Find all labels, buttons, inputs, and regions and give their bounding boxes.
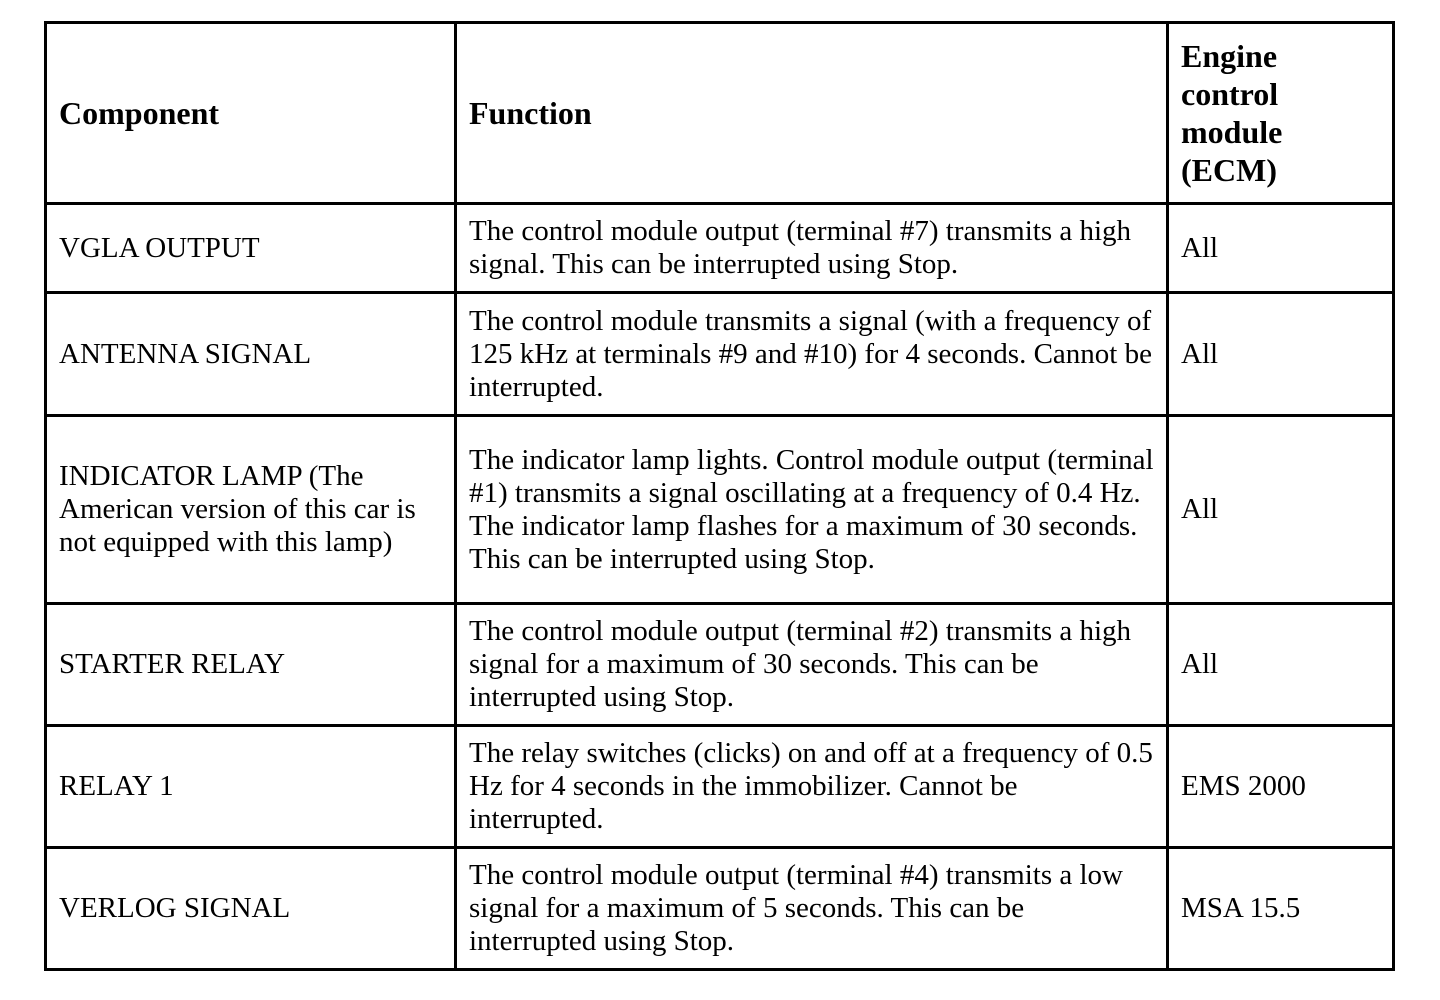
cell-component: STARTER RELAY — [46, 604, 456, 726]
table-row — [46, 204, 1394, 293]
table-body — [46, 204, 1394, 970]
component-function-table — [44, 21, 1395, 971]
table-row — [46, 416, 1394, 604]
cell-ecm: MSA 15.5 — [1168, 848, 1394, 970]
cell-function: The control module transmits a signal (with a frequency of 125 kHz at terminals #9 and #10) for 4 seconds. Cannot be interrupted. — [456, 293, 1168, 416]
header-function: Function — [456, 23, 1168, 204]
cell-function: The relay switches (clicks) on and off at a frequency of 0.5 Hz for 4 seconds in the immobilizer. Cannot be interrupted. — [456, 726, 1168, 848]
cell-ecm: All — [1168, 416, 1394, 604]
table-row — [46, 293, 1394, 416]
table-row — [46, 848, 1394, 970]
cell-ecm: All — [1168, 293, 1394, 416]
cell-component: VERLOG SIGNAL — [46, 848, 456, 970]
table-row — [46, 604, 1394, 726]
cell-ecm: All — [1168, 204, 1394, 293]
header-row — [46, 23, 1394, 204]
cell-function: The control module output (terminal #4) transmits a low signal for a maximum of 5 seconds. This can be interrupted using Stop. — [456, 848, 1168, 970]
cell-ecm: All — [1168, 604, 1394, 726]
header-component: Component — [46, 23, 456, 204]
cell-function: The control module output (terminal #7) transmits a high signal. This can be interrupted using Stop. — [456, 204, 1168, 293]
cell-ecm: EMS 2000 — [1168, 726, 1394, 848]
cell-function: The indicator lamp lights. Control module output (terminal #1) transmits a signal oscillating at a frequency of 0.4 Hz. The indicator lamp flashes for a maximum of 30 seconds. This can be interrupted using Stop. — [456, 416, 1168, 604]
table-row — [46, 726, 1394, 848]
cell-function: The control module output (terminal #2) transmits a high signal for a maximum of 30 seconds. This can be interrupted using Stop. — [456, 604, 1168, 726]
cell-component: VGLA OUTPUT — [46, 204, 456, 293]
header-ecm: Engine control module (ECM) — [1168, 23, 1394, 204]
table-header — [46, 23, 1394, 204]
cell-component: RELAY 1 — [46, 726, 456, 848]
cell-component: INDICATOR LAMP (The American version of this car is not equipped with this lamp) — [46, 416, 456, 604]
cell-component: ANTENNA SIGNAL — [46, 293, 456, 416]
